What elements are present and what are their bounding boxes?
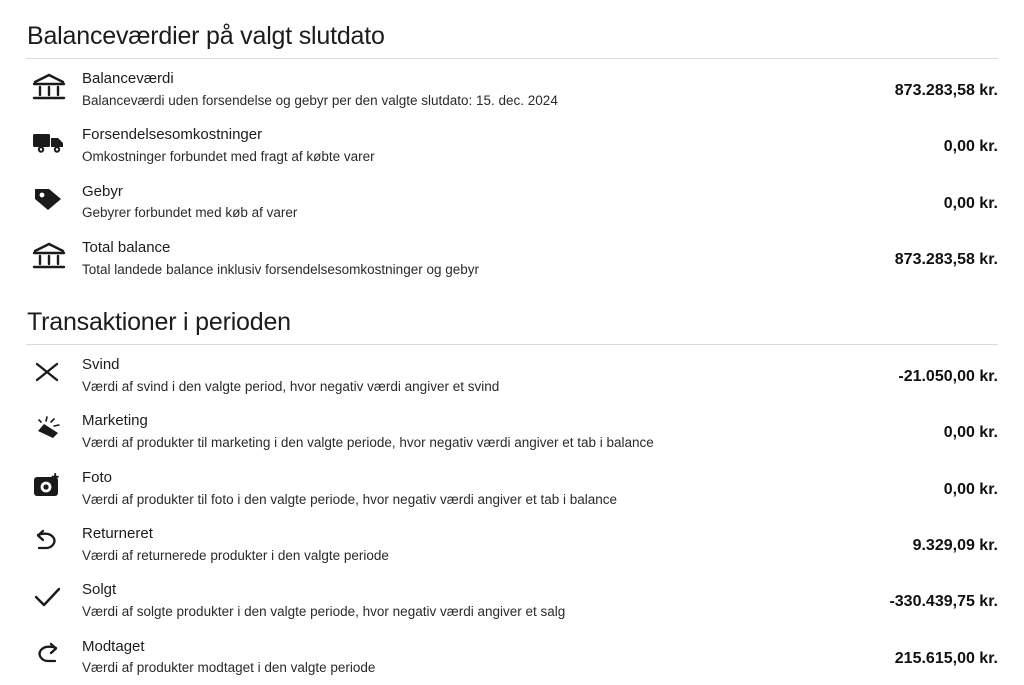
- list-item-amount: 215.615,00 kr.: [894, 649, 998, 667]
- section-divider: [26, 344, 998, 345]
- list-item: [26, 629, 998, 685]
- list-item-description: Værdi af produkter til marketing i den valgte periode, hvor negativ værdi angiver et tab i balance: [82, 435, 654, 451]
- list-item-amount: -21.050,00 kr.: [898, 368, 998, 386]
- list-item-amount: 873.283,58 kr.: [894, 82, 998, 99]
- list-item: [26, 61, 998, 117]
- list-item-title: Gebyr: [82, 182, 123, 200]
- list-item: [26, 347, 998, 403]
- list-item-text: [82, 126, 818, 165]
- list-item-description: Værdi af produkter til foto i den valgte periode, hvor negativ værdi angiver et tab i balance: [82, 491, 618, 507]
- list-item-text: [82, 239, 818, 278]
- checkmark-icon: [26, 581, 82, 611]
- list-item-amount: 0,00 kr.: [943, 194, 998, 212]
- list-item-description: Total landede balance inklusiv forsendelsesomkostninger og gebyr: [82, 261, 479, 277]
- section-divider: [26, 58, 998, 59]
- megaphone-icon: [26, 412, 82, 442]
- list-item-text: [82, 356, 818, 395]
- list-item-title: Returneret: [82, 525, 153, 543]
- list-item-text: [82, 525, 818, 564]
- list-item-text: [82, 183, 818, 222]
- list-item: [26, 516, 998, 572]
- list-item: [26, 403, 998, 459]
- undo-arrow-icon: [26, 525, 82, 555]
- list-item-title: Modtaget: [82, 637, 145, 655]
- list-item-title: Total balance: [82, 238, 171, 256]
- camera-plus-icon: [26, 469, 82, 501]
- bank-icon: [26, 70, 82, 102]
- list-item: [26, 117, 998, 173]
- list-item-title: Forsendelsesomkostninger: [82, 126, 263, 144]
- list-item-amount: 0,00 kr.: [943, 138, 998, 156]
- list-item-text: [82, 638, 818, 677]
- list-item-description: Gebyrer forbundet med køb af varer: [82, 205, 298, 221]
- list-item-amount: 9.329,09 kr.: [912, 537, 998, 555]
- list-item: [26, 460, 998, 516]
- redo-arrow-icon: [26, 638, 82, 668]
- close-x-icon: [26, 356, 82, 386]
- bank-icon: [26, 239, 82, 271]
- list-item-text: [82, 581, 818, 620]
- balance-rows: [26, 61, 998, 286]
- list-item-description: Værdi af solgte produkter i den valgte periode, hvor negativ værdi angiver et salg: [82, 604, 566, 620]
- truck-icon: [26, 126, 82, 156]
- list-item-title: Balanceværdi: [82, 70, 174, 87]
- tag-icon: [26, 183, 82, 213]
- list-item-amount: 0,00 kr.: [943, 424, 998, 442]
- list-item-amount: 873.283,58 kr.: [894, 250, 998, 268]
- list-item-description: Værdi af produkter modtaget i den valgte periode: [82, 660, 376, 676]
- section-title-transactions: Transaktioner i perioden: [27, 308, 291, 337]
- list-item-description: Balanceværdi uden forsendelse og gebyr per den valgte slutdato: 15. dec. 2024: [82, 92, 558, 108]
- list-item-text: [82, 412, 818, 451]
- list-item-text: [82, 469, 818, 508]
- list-item: [26, 230, 998, 286]
- list-item: [26, 174, 998, 230]
- list-item-description: Værdi af svind i den valgte period, hvor negativ værdi angiver et svind: [82, 378, 500, 394]
- list-item-text: [82, 70, 818, 109]
- list-item-description: Omkostninger forbundet med fragt af købte varer: [82, 149, 375, 165]
- list-item-title: Foto: [82, 468, 113, 486]
- list-item-amount: -330.439,75 kr.: [889, 593, 998, 611]
- list-item-amount: 0,00 kr.: [943, 480, 998, 498]
- list-item-title: Solgt: [82, 581, 117, 599]
- list-item: [26, 572, 998, 628]
- transaction-rows: [26, 347, 998, 685]
- list-item-title: Marketing: [82, 412, 148, 430]
- list-item-description: Værdi af returnerede produkter i den valgte periode: [82, 547, 389, 563]
- page-title: Balanceværdier på valgt slutdato: [27, 22, 385, 50]
- list-item-title: Svind: [82, 356, 120, 374]
